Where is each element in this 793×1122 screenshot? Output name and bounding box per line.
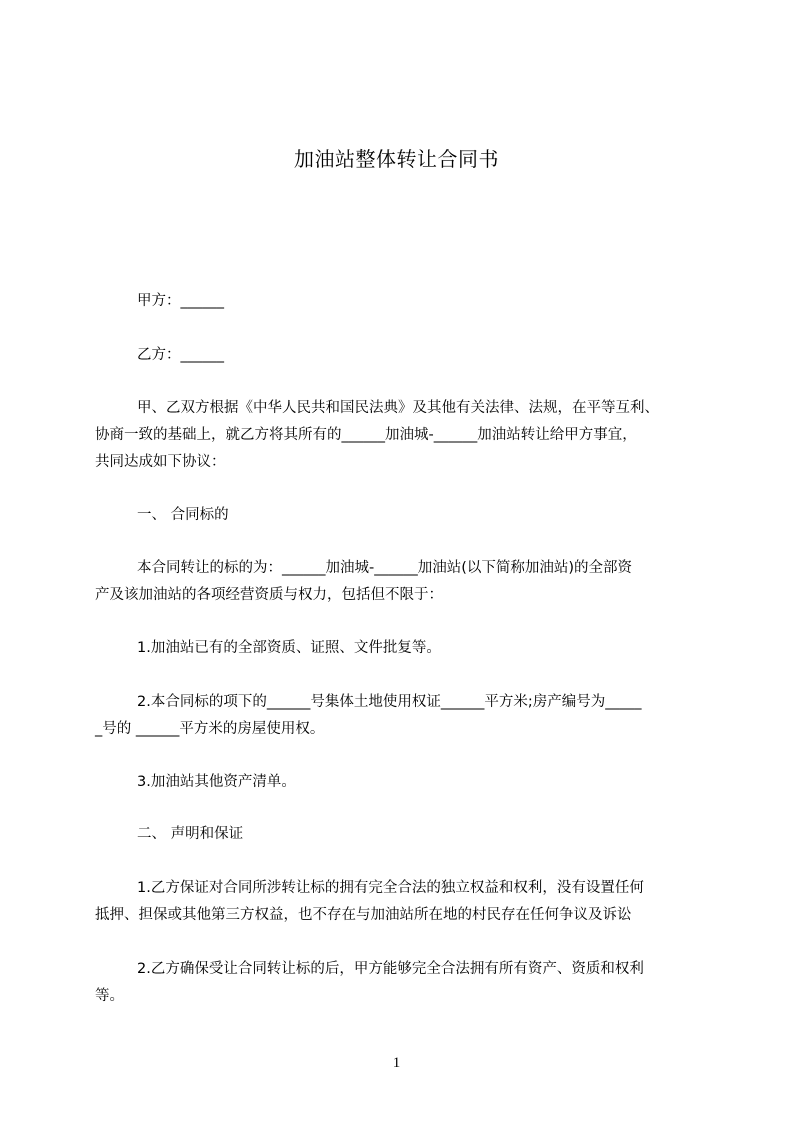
list-item: _号的 ______平方米的房屋使用权。 <box>95 721 325 737</box>
preamble-line: 甲、乙双方根据《中华人民共和国民法典》及其他有关法律、法规，在平等互利、 <box>137 400 659 416</box>
party-a-line: 甲方：______ <box>137 293 224 309</box>
party-b-line: 乙方：______ <box>137 347 224 363</box>
list-item: 1.加油站已有的全部资质、证照、文件批复等。 <box>137 640 441 656</box>
preamble-line: 协商一致的基础上，就乙方将其所有的______加油城-______加油站转让给甲方事宜， <box>95 427 637 443</box>
list-item: 2.乙方确保受让合同转让标的后，甲方能够完全合法拥有所有资产、资质和权利 <box>137 961 644 977</box>
list-item: 等。 <box>95 988 124 1004</box>
section-heading: 二、 声明和保证 <box>137 826 244 842</box>
section-heading: 一、 合同标的 <box>137 507 229 523</box>
list-item: 3.加油站其他资产清单。 <box>137 774 296 790</box>
list-item: 2.本合同标的项下的______号集体土地使用权证______平方米;房产编号为_____ <box>137 694 642 710</box>
list-item: 1.乙方保证对合同所涉转让标的拥有完全合法的独立权益和权利，没有设置任何 <box>137 880 644 896</box>
document-title: 加油站整体转让合同书 <box>294 147 499 171</box>
page-number: 1 <box>392 1055 401 1071</box>
paragraph-line: 产及该加油站的各项经营资质与权力，包括但不限于： <box>95 587 443 603</box>
paragraph-line: 本合同转让的标的为：______加油城-______加油站(以下简称加油站)的全部资 <box>137 560 633 576</box>
list-item: 抵押、担保或其他第三方权益，也不存在与加油站所在地的村民存在任何争议及诉讼 <box>95 907 632 923</box>
preamble-line: 共同达成如下协议： <box>95 454 226 470</box>
